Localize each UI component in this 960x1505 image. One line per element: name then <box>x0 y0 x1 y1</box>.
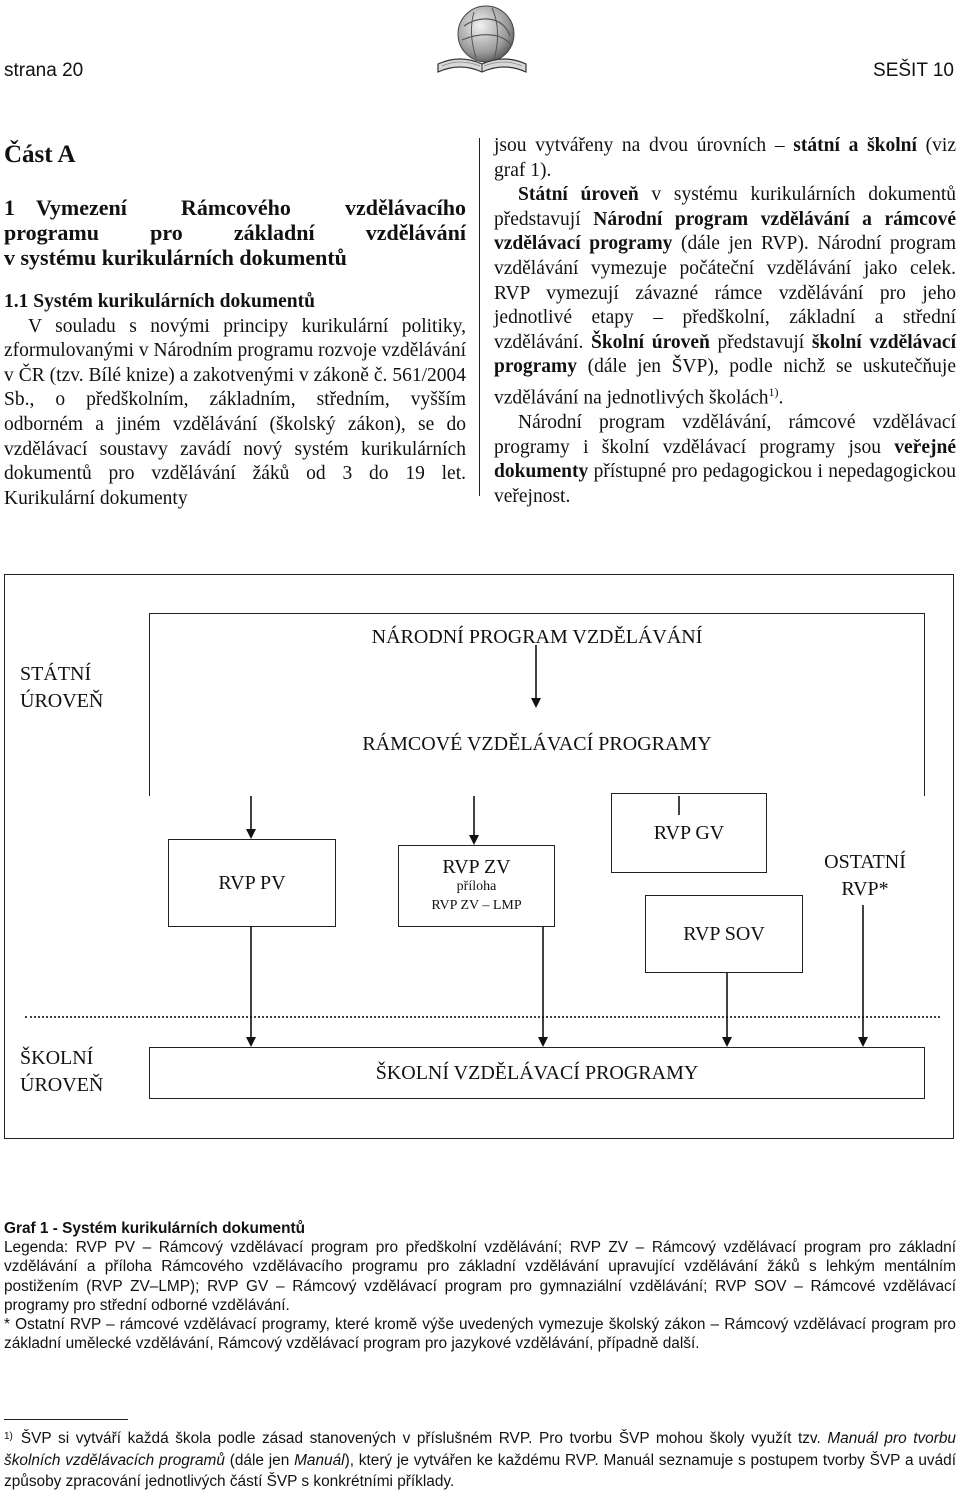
paragraph-intro: V souladu s novými principy kurikulární politiky, zformulovanými v Národním programu rozvoje vzdělávání v ČR (tzv. Bílé knize) a zakotvenými v zákoně č. 561/2004 Sb., o předškolním, základním, středním, vyšším odborném a jiném vzdělávání (školský zákon), se do vzdělávací soustavy zavádí nový systém kurikulárních dokumentů pro vzdělávání žáků od 3 do 19 let. Kurikulární dokumenty <box>4 315 466 509</box>
rvp-gv-box: RVP GV <box>611 793 767 873</box>
footnote-marker: 1) <box>4 1431 13 1442</box>
section-title-line-3: v systému kurikulárních dokumentů <box>4 245 347 270</box>
subsection-title: 1.1 Systém kurikulárních dokumentů <box>4 291 315 312</box>
footnote-ref: 1) <box>768 384 779 399</box>
paragraph-levels: Státní úroveň v systému kurikulárních dokumentů představují Národní program vzdělávání a rámcové vzdělávací programy (dále jen RVP). Národní program vzdělávání vymezuje počáteční vzdělávání jako celek. RVP vymezují závazné rámce vzdělávání pro jeho jednotlivé etapy – předškolní, základní a střední vzdělávání. Školní úroveň představují školní vzdělávací programy (dále jen ŠVP), podle nichž se uskutečňuje vzdělávání na jednotlivých školách$^{1)}$. <box>494 184 956 409</box>
booklet-label: SEŠIT 10 <box>873 60 954 81</box>
caption-legend: Legenda: RVP PV – Rámcový vzdělávací program pro předškolní vzdělávání; RVP ZV – Rámcový vzdělávací program pro základní vzdělávání a příloha Rámcového vzdělávacího programu pro základní vzdělávání upravující vzdělávání žáků s lehkým mentálním postižením (RVP ZV–LMP); RVP GV – Rámcový vzdělávací program pro gymnaziální vzdělávání; RVP SOV – Rámcové vzdělávací programy pro střední odborné vzdělávání. <box>4 1239 956 1314</box>
school-programs-box: ŠKOLNÍ VZDĚLÁVACÍ PROGRAMY <box>149 1047 925 1099</box>
caption-title: Graf 1 - Systém kurikulárních dokumentů <box>4 1220 306 1237</box>
right-column <box>494 134 956 509</box>
section-title-line-2: programu pro základní vzdělávání <box>4 220 466 245</box>
diagram-arrows <box>5 575 955 1140</box>
globe-book-logo <box>428 2 536 80</box>
caption-note: * Ostatní RVP – rámcové vzdělávací programy, které kromě výše uvedených vymezuje školský zákon – Rámcový vzdělávací program pro základní umělecké vzdělávání, Rámcový vzdělávací program pro jazykové vzdělávání, případně další. <box>4 1316 956 1353</box>
rvp-pv-box: RVP PV <box>168 839 336 927</box>
curriculum-diagram <box>4 574 954 1139</box>
column-divider <box>479 138 480 496</box>
state-level-label: STÁTNÍ ÚROVEŇ <box>20 663 104 712</box>
other-rvp-label: OSTATNÍ RVP* <box>824 851 906 900</box>
footnote: $^{1)}$ ŠVP si vytváří každá škola podle zásad stanovených v příslušném RVP. Pro tvorbu ŠVP mohou školy využít tzv. Manuál pro tvorbu školních vzdělávacích programů (dále jen Manuál), který je vytvářen ke každému RVP. Manuál seznamuje s postupem tvorby ŠVP a uvádí způsoby zpracování jednotlivých částí ŠVP s konkrétními příklady. <box>4 1430 956 1490</box>
framework-programs-box: RÁMCOVÉ VZDĚLÁVACÍ PROGRAMY <box>149 692 925 796</box>
national-program-box: NÁRODNÍ PROGRAM VZDĚLÁVÁNÍ <box>149 613 925 795</box>
paragraph-intro-continued: jsou vytvářeny na dvou úrovních – státní a školní (viz graf 1). <box>494 135 956 181</box>
rvp-zv-box: RVP ZV příloha RVP ZV – LMP <box>398 845 555 927</box>
page-number: strana 20 <box>4 60 84 81</box>
rvp-sov-box: RVP SOV <box>645 895 803 973</box>
section-title <box>4 195 466 270</box>
left-column <box>4 134 466 511</box>
footnote-rule <box>4 1419 128 1420</box>
school-level-label: ŠKOLNÍ ÚROVEŇ <box>20 1047 104 1096</box>
figure-caption <box>4 1219 956 1353</box>
section-number: 1 <box>4 195 15 220</box>
paragraph-public: Národní program vzdělávání, rámcové vzdělávací programy i školní vzdělávací programy jsou veřejné dokumenty přístupné pro pedagogickou i nepedagogickou veřejnost. <box>494 412 956 507</box>
section-title-line-1: 1 Vymezení Rámcového vzdělávacího <box>4 195 466 220</box>
part-title: Část A <box>4 141 76 168</box>
